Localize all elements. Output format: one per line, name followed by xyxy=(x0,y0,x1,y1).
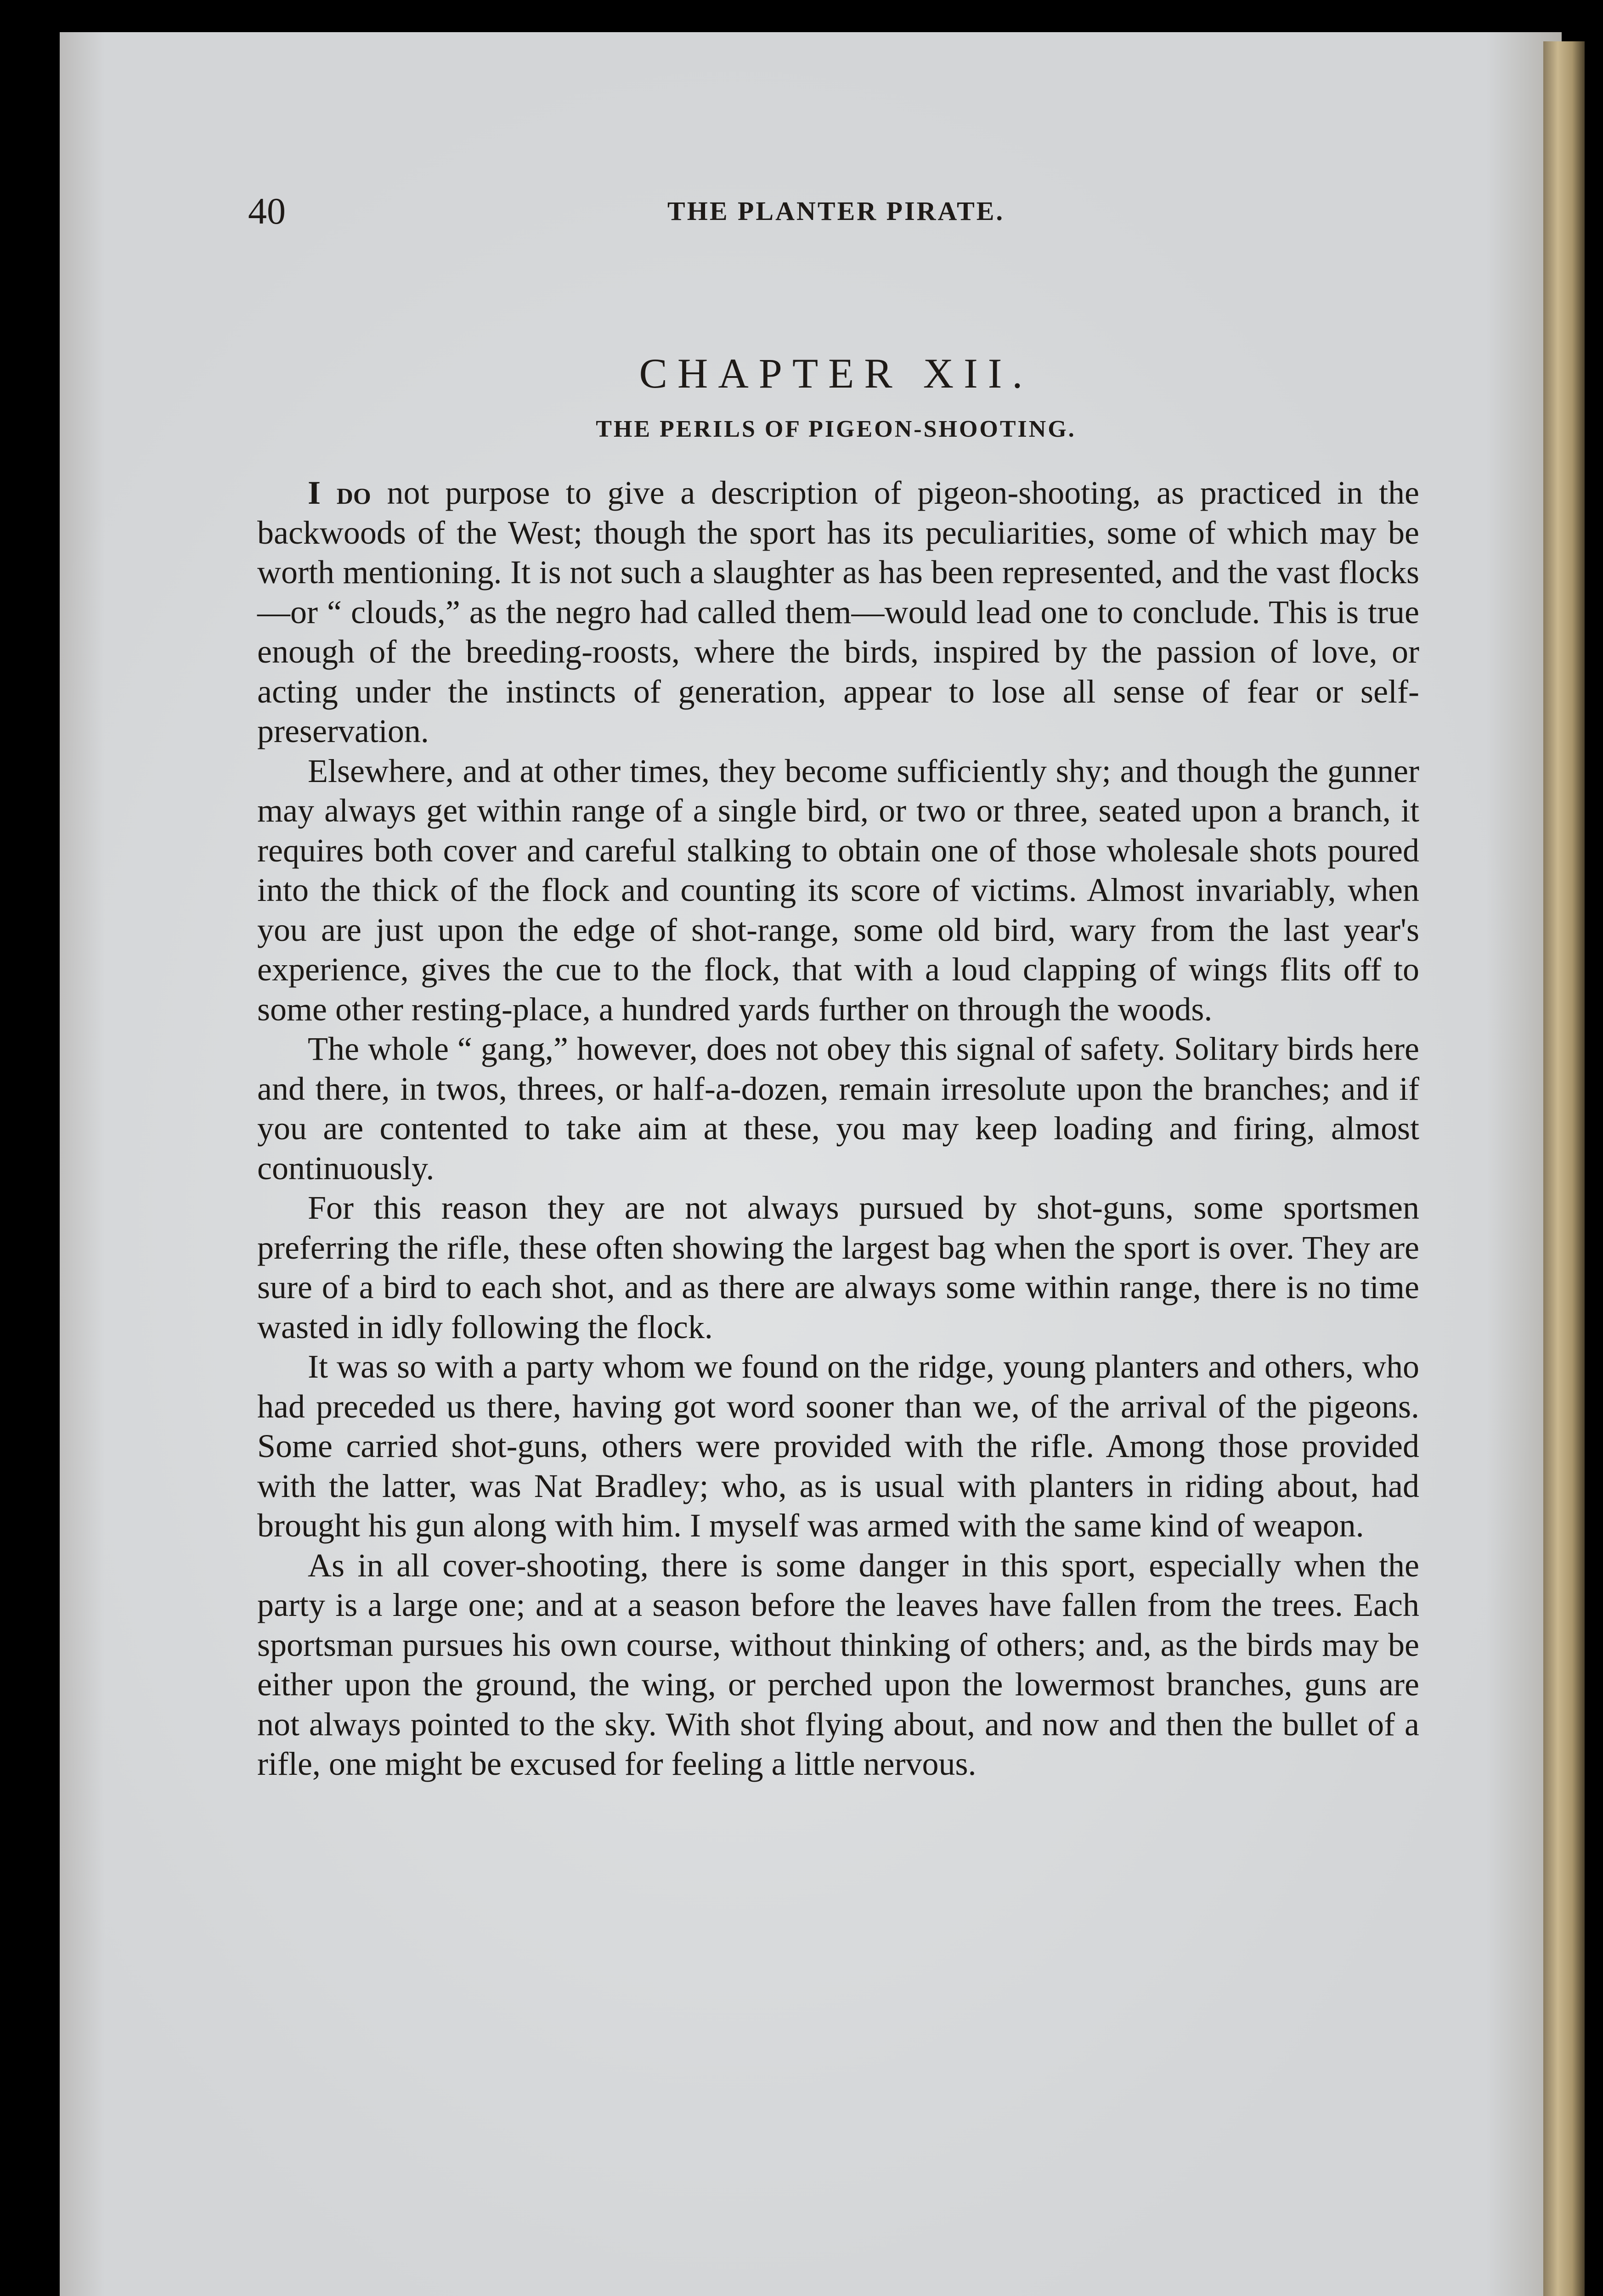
paragraph: The whole “ gang,” however, does not obey this signal of safety. Solitary birds here and there, in twos, threes, or half-a-dozen, remain irresolute upon the branches; and if you are contented to take aim at these, you may keep loading and firing, almost continuously. xyxy=(257,1030,1419,1187)
body-text xyxy=(257,473,1419,1784)
paragraph: Elsewhere, and at other times, they become sufficiently shy; and though the gunner may always get within range of a single bird, or two or three, seated upon a branch, it requires both cover and careful stalking to obtain one of those wholesale shots poured into the thick of the flock and counting its score of victims. Almost invariably, when you are just upon the edge of shot-range, some old bird, wary from the last year's experience, gives the cue to the flock, that with a loud clapping of wings flits off to some other resting-place, a hundred yards further on through the woods. xyxy=(257,752,1419,1028)
running-head: THE PLANTER PIRATE. xyxy=(667,196,1005,226)
paragraph-lead: I do xyxy=(308,474,371,511)
chapter-subtitle: THE PERILS OF PIGEON-SHOOTING. xyxy=(596,416,1076,442)
paragraph-text: not purpose to give a description of pigeon-shooting, as practiced in the backwoods of the West; though the sport has its peculiarities, some of which may be worth mentioning. It is not such a slaughter as has been represented, and the vast flocks—or “ clouds,” as the negro had called them—would lead one to conclude. This is true enough of the breeding-roosts, where the birds, inspired by the passion of love, or acting under the instincts of generation, appear to lose all sense of fear or self-preservation. xyxy=(257,474,1419,749)
chapter-title: CHAPTER XII. xyxy=(639,350,1033,397)
page-header xyxy=(248,186,1424,236)
paragraph: As in all cover-shooting, there is some danger in this sport, especially when the party is a large one; and at a season before the leaves have fallen from the trees. Each sportsman pursues his own course, without thinking of others; and, as the birds may be either upon the ground, the wing, or perched upon the lowermost branches, guns are not always pointed to the sky. With shot flying about, and now and then the bullet of a rifle, one might be excused for feeling a little nervous. xyxy=(257,1547,1419,1782)
page-number: 40 xyxy=(248,190,286,232)
paragraph: For this reason they are not always pursued by shot-guns, some sportsmen preferring the rifle, these often showing the largest bag when the sport is over. They are sure of a bird to each shot, and as there are always some within range, there is no time wasted in idly following the flock. xyxy=(257,1189,1419,1345)
page-edge xyxy=(1543,41,1585,2296)
paragraph: It was so with a party whom we found on the ridge, young planters and others, who had preceded us there, having got word sooner than we, of the arrival of the pigeons. Some carried shot-guns, others were provided with the rifle. Among those provided with the latter, was Nat Bradley; who, as is usual with planters in riding about, had brought his gun along with him. I myself was armed with the same kind of weapon. xyxy=(257,1348,1419,1544)
paragraph xyxy=(257,473,1419,751)
